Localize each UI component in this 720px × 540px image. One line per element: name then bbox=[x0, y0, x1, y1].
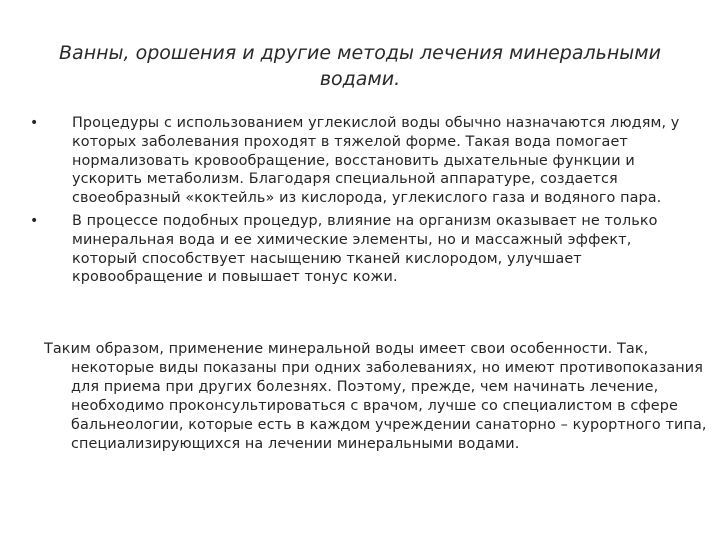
bullet-text: В процессе подобных процедур, влияние на организм оказывает не только минеральная вода и ее химические элементы, но и массажный эффект, который способствует насыщению тканей кислородом, улучшает кровообращение и повышает тонус кожи. bbox=[72, 212, 658, 286]
bullet-text: Процедуры с использованием углекислой воды обычно назначаются людям, у которых заболевания проходят в тяжелой форме. Такая вода помогает нормализовать кровообращение, восстановить дыхательные функции и ускорить метаболизм. Благодаря специальной аппаратуре, создается своеобразный «коктейль» из кислорода, углекислого газа и водяного пара. bbox=[72, 115, 680, 207]
bullet-list bbox=[30, 114, 690, 291]
bullet-item bbox=[30, 114, 690, 208]
summary-paragraph: Таким образом, применение минеральной воды имеет свои особенности. Так, некоторые виды показаны при одних заболеваниях, но имеют противопоказания для приема при других болезнях. Поэтому, прежде, чем начинать лечение, необходимо проконсультироваться с врачом, лучше со специалистом в сфере бальнеологии, которые есть в каждом учреждении санаторно – курортного типа, специализирующихся на лечении минеральными водами. bbox=[44, 341, 707, 452]
bullet-icon: • bbox=[30, 115, 39, 131]
slide-title: Ванны, орошения и другие методы лечения минеральными водами. bbox=[59, 42, 661, 90]
bullet-item bbox=[30, 212, 690, 287]
bullet-icon: • bbox=[30, 212, 39, 229]
